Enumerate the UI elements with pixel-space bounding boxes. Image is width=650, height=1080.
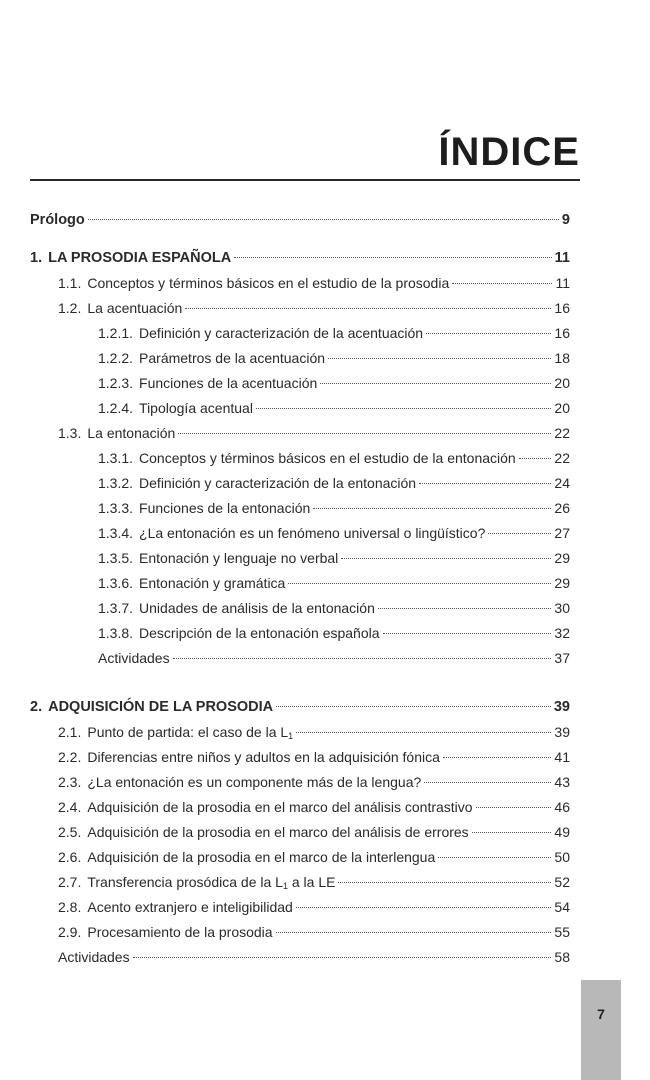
dot-leader — [378, 608, 552, 609]
toc-chapter-2[interactable] — [30, 699, 570, 724]
entry-label-text: Entonación y gramática — [139, 575, 286, 591]
dot-leader — [338, 882, 551, 883]
entry-label-suffix: a la LE — [287, 874, 336, 890]
entry-page: 30 — [554, 600, 570, 616]
toc-entry[interactable] — [30, 525, 570, 550]
chapter-page: 11 — [554, 250, 570, 266]
entry-label — [139, 375, 317, 391]
dot-leader — [185, 308, 551, 309]
dot-leader — [426, 333, 551, 334]
toc-entry[interactable] — [30, 749, 570, 774]
entry-page: 9 — [561, 212, 570, 228]
chapter-title: ADQUISICIÓN DE LA PROSODIA — [48, 699, 274, 715]
entry-label — [87, 824, 468, 840]
toc-entry[interactable] — [30, 350, 570, 375]
spacer — [30, 237, 570, 250]
entry-label-text: Parámetros de la acentuación — [139, 350, 326, 366]
toc-entry[interactable] — [30, 425, 570, 450]
toc-entry[interactable] — [30, 774, 570, 799]
entry-label-text: ¿La entonación es un fenómeno universal o lingüístico? — [139, 525, 486, 541]
entry-page: 58 — [554, 949, 570, 965]
entry-label — [87, 300, 182, 316]
subscript: 1 — [282, 881, 288, 891]
dot-leader — [424, 782, 551, 783]
entry-label — [87, 425, 175, 441]
entry-label-text: Adquisición de la prosodia en el marco del análisis de errores — [87, 824, 469, 840]
entry-label — [87, 924, 272, 940]
entry-page: 27 — [554, 525, 570, 541]
entry-label — [87, 275, 449, 291]
toc-entry[interactable] — [30, 325, 570, 350]
entry-label-text: Tipología acentual — [139, 400, 253, 416]
entry-page: 49 — [554, 824, 570, 840]
entry-label-text: Entonación y lenguaje no verbal — [139, 550, 339, 566]
entry-page: 24 — [554, 475, 570, 491]
entry-label-text: Punto de partida: el caso de la L — [87, 724, 289, 740]
entry-page: 46 — [554, 799, 570, 815]
toc-entry[interactable] — [30, 899, 570, 924]
toc-entry[interactable] — [30, 600, 570, 625]
entry-label-text: Definición y caracterización de la entonación — [139, 475, 417, 491]
page-title: ÍNDICE — [438, 130, 580, 174]
entry-label-text: Descripción de la entonación española — [139, 625, 380, 641]
toc-entry-prologue[interactable] — [30, 212, 570, 237]
toc-entry[interactable] — [30, 475, 570, 500]
entry-label: Prólogo — [30, 212, 85, 228]
entry-page: 11 — [555, 275, 570, 291]
entry-page: 54 — [554, 899, 570, 915]
entry-number: 1.3.7. — [98, 600, 134, 616]
dot-leader — [288, 583, 551, 584]
dot-leader — [296, 732, 551, 733]
toc-entry[interactable] — [30, 849, 570, 874]
entry-page: 16 — [554, 325, 570, 341]
toc-entry[interactable] — [30, 874, 570, 899]
toc-entry[interactable] — [30, 575, 570, 600]
entry-label-text: La acentuación — [87, 300, 183, 316]
chapter-1-items — [30, 275, 570, 675]
entry-page: 29 — [554, 550, 570, 566]
entry-number: 2.1. — [58, 724, 82, 740]
entry-number: 2.8. — [58, 899, 82, 915]
dot-leader — [452, 283, 552, 284]
entry-label-text: Procesamiento de la prosodia — [87, 924, 273, 940]
dot-leader — [133, 957, 552, 958]
toc-entry[interactable] — [30, 375, 570, 400]
entry-page: 37 — [554, 650, 570, 666]
entry-label — [139, 575, 285, 591]
entry-number: 1.2.1. — [98, 325, 134, 341]
chapter-2-items — [30, 724, 570, 974]
entry-page: 50 — [554, 849, 570, 865]
entry-label — [139, 525, 485, 541]
entry-number: 1.2.3. — [98, 375, 134, 391]
entry-label — [87, 899, 292, 915]
dot-leader — [488, 533, 551, 534]
dot-leader — [383, 633, 552, 634]
entry-label — [87, 774, 421, 790]
entry-number: 1.3.5. — [98, 550, 134, 566]
entry-number: 1.2.4. — [98, 400, 134, 416]
entry-page: 22 — [554, 450, 570, 466]
entry-label — [139, 625, 380, 641]
dot-leader — [313, 508, 551, 509]
entry-label — [139, 500, 310, 516]
entry-page: 18 — [554, 350, 570, 366]
entry-label-text: Adquisición de la prosodia en el marco del análisis contrastivo — [87, 799, 473, 815]
entry-label — [87, 724, 293, 741]
dot-leader — [341, 558, 551, 559]
entry-number: 1.3.1. — [98, 450, 134, 466]
entry-label — [87, 799, 472, 815]
entry-page: 52 — [554, 874, 570, 890]
entry-page: 41 — [554, 749, 570, 765]
toc-entry[interactable] — [30, 450, 570, 475]
page-number-tab — [581, 980, 621, 1080]
entry-label — [58, 949, 130, 965]
entry-number: 1.3.6. — [98, 575, 134, 591]
toc-entry[interactable] — [30, 724, 570, 749]
entry-number: 2.4. — [58, 799, 82, 815]
dot-leader — [328, 358, 551, 359]
entry-number: 1.3.8. — [98, 625, 134, 641]
entry-number: 1.3.4. — [98, 525, 134, 541]
entry-label — [139, 400, 253, 416]
entry-label-text: Acento extranjero e inteligibilidad — [87, 899, 293, 915]
toc-entry[interactable] — [30, 625, 570, 650]
entry-label-text: Conceptos y términos básicos en el estudio de la prosodia — [87, 275, 450, 291]
entry-label-text: Diferencias entre niños y adultos en la adquisición fónica — [87, 749, 440, 765]
entry-label — [139, 475, 416, 491]
title-rule — [30, 179, 580, 181]
toc-chapter-1[interactable] — [30, 250, 570, 275]
toc-entry[interactable] — [30, 550, 570, 575]
entry-label — [139, 325, 423, 341]
dot-leader — [320, 383, 551, 384]
chapter-title: LA PROSODIA ESPAÑOLA — [48, 250, 232, 266]
entry-label-text: La entonación — [87, 425, 176, 441]
page-number: 7 — [597, 1006, 605, 1022]
entry-page: 32 — [554, 625, 570, 641]
dot-leader — [276, 932, 552, 933]
entry-label-text: Funciones de la acentuación — [139, 375, 318, 391]
entry-label — [139, 350, 325, 366]
entry-number: 1.2. — [58, 300, 82, 316]
entry-page: 20 — [554, 375, 570, 391]
entry-page: 20 — [554, 400, 570, 416]
toc-entry[interactable] — [30, 924, 570, 949]
entry-number: 1.3.2. — [98, 475, 134, 491]
entry-page: 29 — [554, 575, 570, 591]
chapter-number: 2. — [30, 699, 43, 715]
entry-page: 16 — [554, 300, 570, 316]
toc-entry[interactable] — [30, 275, 570, 300]
entry-label-text: Adquisición de la prosodia en el marco de la interlengua — [87, 849, 436, 865]
entry-number: 1.3. — [58, 425, 82, 441]
entry-number: 1.3.3. — [98, 500, 134, 516]
dot-leader — [88, 219, 559, 220]
entry-label-text: Funciones de la entonación — [139, 500, 311, 516]
entry-label — [87, 749, 440, 765]
entry-label-text: ¿La entonación es un componente más de la lengua? — [87, 774, 422, 790]
toc-entry[interactable] — [30, 400, 570, 425]
entry-page: 22 — [554, 425, 570, 441]
entry-page: 39 — [554, 724, 570, 740]
dot-leader — [438, 857, 551, 858]
entry-number: 2.6. — [58, 849, 82, 865]
chapter-page: 39 — [553, 699, 570, 715]
toc-entry[interactable] — [30, 650, 570, 675]
dot-leader — [519, 458, 552, 459]
entry-number: 2.5. — [58, 824, 82, 840]
dot-leader — [178, 433, 551, 434]
entry-label-text: Actividades — [58, 949, 130, 965]
entry-page: 26 — [554, 500, 570, 516]
dot-leader — [276, 706, 551, 707]
chapter-number: 1. — [30, 250, 43, 266]
dot-leader — [443, 757, 552, 758]
entry-label-text: Conceptos y términos básicos en el estudio de la entonación — [139, 450, 516, 466]
entry-label — [139, 600, 375, 616]
dot-leader — [173, 658, 552, 659]
entry-label-text: Transferencia prosódica de la L — [87, 874, 283, 890]
toc-entry[interactable] — [30, 300, 570, 325]
entry-number: 1.2.2. — [98, 350, 134, 366]
entry-number: 2.9. — [58, 924, 82, 940]
entry-page: 55 — [554, 924, 570, 940]
entry-number: 2.3. — [58, 774, 82, 790]
entry-label — [139, 550, 338, 566]
toc-entry[interactable] — [30, 949, 570, 974]
spacer — [30, 675, 570, 699]
toc-entry[interactable] — [30, 824, 570, 849]
entry-label-text: Unidades de análisis de la entonación — [139, 600, 375, 616]
entry-label — [139, 450, 516, 466]
dot-leader — [296, 907, 552, 908]
entry-number: 1.1. — [58, 275, 82, 291]
entry-number: 2.2. — [58, 749, 82, 765]
subscript: 1 — [288, 731, 294, 741]
toc-entry[interactable] — [30, 500, 570, 525]
entry-label — [98, 650, 170, 666]
dot-leader — [472, 832, 552, 833]
entry-label — [87, 874, 335, 891]
entry-page: 43 — [554, 774, 570, 790]
entry-label-text: Actividades — [98, 650, 170, 666]
entry-label-text: Definición y caracterización de la acentuación — [139, 325, 424, 341]
entry-label — [87, 849, 435, 865]
toc-entry[interactable] — [30, 799, 570, 824]
table-of-contents — [30, 212, 570, 974]
entry-number: 2.7. — [58, 874, 82, 890]
dot-leader — [256, 408, 551, 409]
dot-leader — [234, 257, 551, 258]
dot-leader — [419, 483, 551, 484]
dot-leader — [476, 807, 552, 808]
